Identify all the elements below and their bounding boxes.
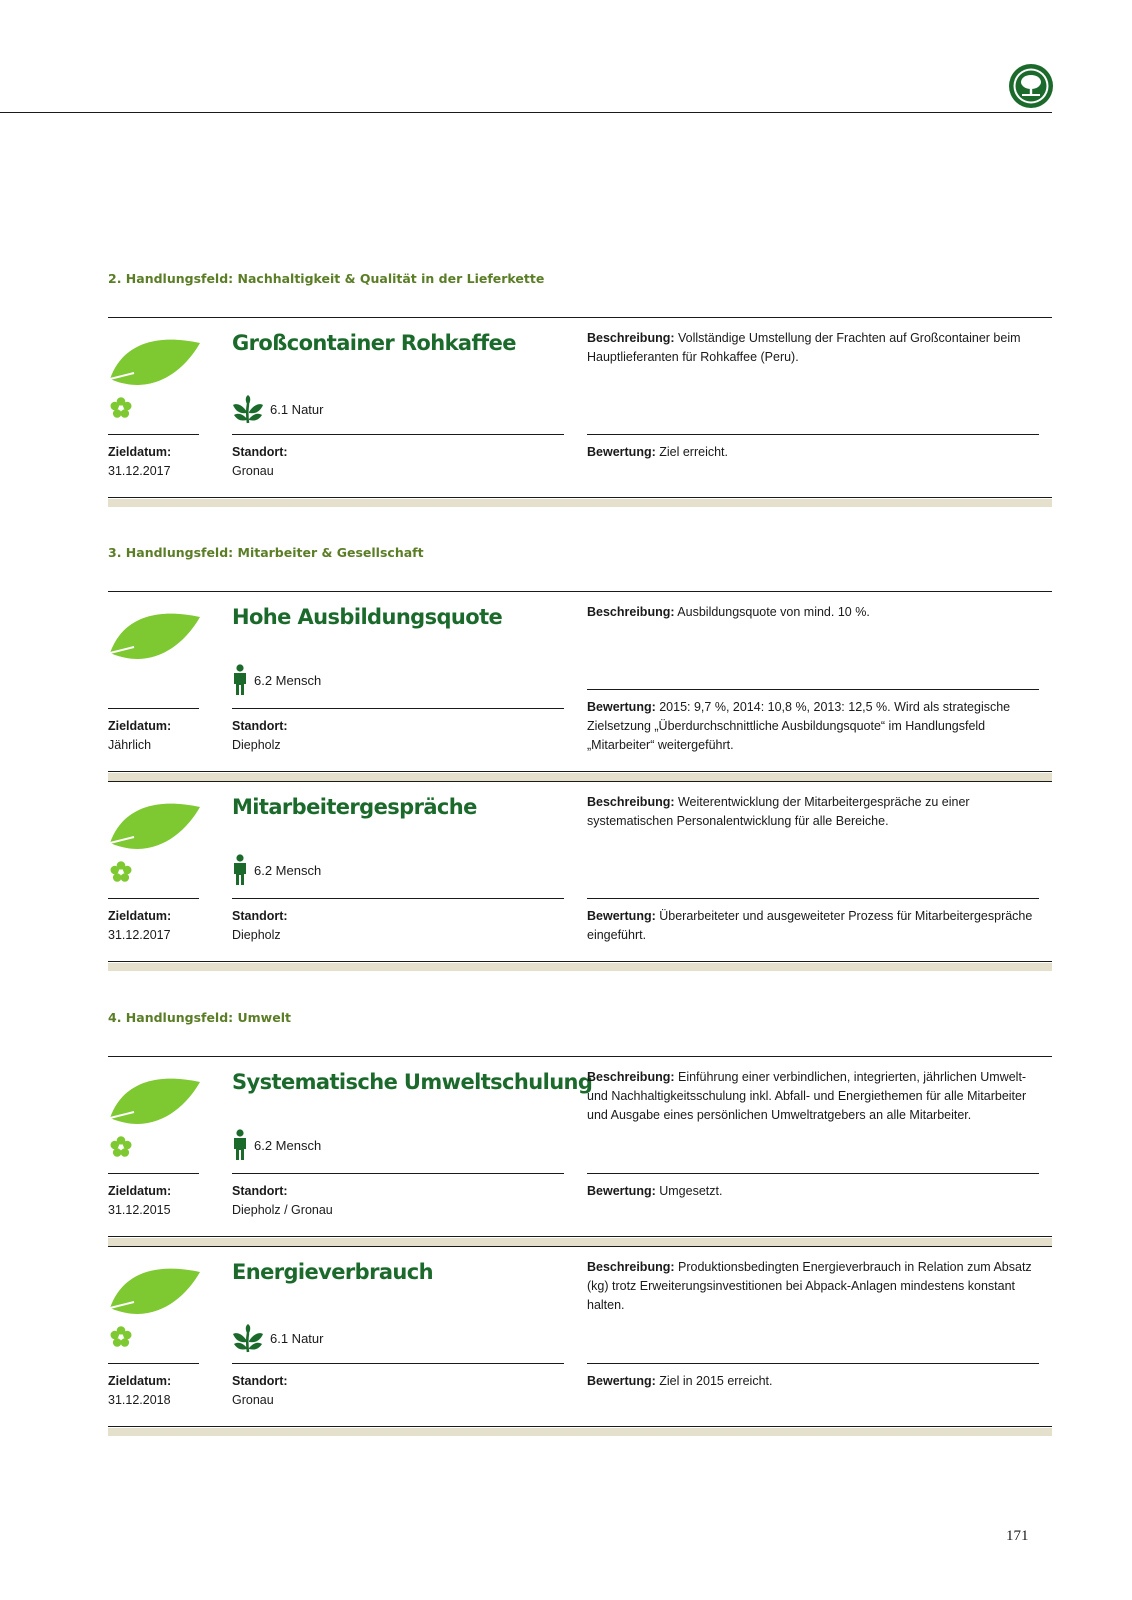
- standort-block: [232, 1372, 288, 1410]
- person-icon: [232, 1129, 248, 1161]
- leaf-icon: [108, 601, 204, 667]
- standort-label: Standort:: [232, 1374, 288, 1388]
- divider: [108, 1363, 199, 1364]
- card-rule-top: [108, 781, 1052, 782]
- goal-title: Systematische Umweltschulung: [232, 1070, 593, 1094]
- bewertung: [587, 1372, 1049, 1391]
- beschreibung-text: Ausbildungsquote von mind. 10 %.: [674, 605, 870, 619]
- divider: [587, 689, 1039, 690]
- bewertung: [587, 1182, 1049, 1201]
- goal-title: Energieverbrauch: [232, 1260, 433, 1284]
- beschreibung-text: Weiterentwicklung der Mitarbeitergespräche zu einer systematischen Personalentwicklung für alle Bereiche.: [587, 795, 970, 828]
- divider: [587, 898, 1039, 899]
- zieldatum-value: Jährlich: [108, 738, 152, 752]
- card-band: [108, 1428, 1052, 1436]
- beschreibung: [587, 793, 1049, 831]
- beschreibung-text: Einführung einer verbindlichen, integrierten, jährlichen Umwelt- und Nachhaltigkeitsschulung inkl. Abfall- und Energiethemen für alle Mitarbeiter und Ausgabe eines persönlichen Umweltratgebers an alle Mitarbeiter.: [587, 1070, 1027, 1122]
- divider: [232, 708, 564, 709]
- divider: [108, 708, 199, 709]
- bewertung-text: Überarbeiteter und ausgeweiteter Prozess für Mitarbeitergespräche eingeführt.: [587, 909, 1033, 942]
- standort-value: Gronau: [232, 464, 274, 478]
- person-icon: [232, 664, 248, 696]
- bewertung-text: 2015: 9,7 %, 2014: 10,8 %, 2013: 12,5 %. Wird als strategische Zielsetzung „Überdurchschnittliche Ausbildungsquote“ im Handlungsfeld „Mitarbeiter“ weitergeführt.: [587, 700, 1011, 752]
- beschreibung-text: Produktionsbedingten Energieverbrauch in Relation zum Absatz (kg) trotz Erweiterungsinvestitionen bei Abpack-Anlagen mindestens konstant halten.: [587, 1260, 1032, 1312]
- beschreibung: [587, 1258, 1049, 1315]
- flower-icon: [108, 1134, 134, 1160]
- card-rule-bottom: [108, 961, 1052, 962]
- lebensbaum-logo-icon: [1008, 63, 1054, 109]
- standort-value: Diepholz: [232, 928, 281, 942]
- zieldatum-label: Zieldatum:: [108, 909, 172, 923]
- divider: [232, 1173, 564, 1174]
- leaf-icon: [108, 327, 204, 393]
- plant-icon: [232, 394, 264, 424]
- beschreibung: [587, 1068, 1049, 1125]
- header-rule: [0, 112, 1052, 113]
- zieldatum-label: Zieldatum:: [108, 445, 172, 459]
- section-title: 4. Handlungsfeld: Umwelt: [108, 1010, 291, 1025]
- beschreibung: [587, 603, 1049, 622]
- card-rule-top: [108, 317, 1052, 318]
- standort-value: Diepholz: [232, 738, 281, 752]
- beschreibung-label: Beschreibung:: [587, 605, 675, 619]
- divider: [587, 434, 1039, 435]
- category: [232, 1129, 321, 1161]
- zieldatum-value: 31.12.2015: [108, 1203, 171, 1217]
- bewertung-label: Bewertung:: [587, 1184, 656, 1198]
- standort-block: [232, 1182, 333, 1220]
- zieldatum-value: 31.12.2017: [108, 928, 171, 942]
- beschreibung-label: Beschreibung:: [587, 1260, 675, 1274]
- bewertung-text: Ziel erreicht.: [655, 445, 728, 459]
- bewertung-label: Bewertung:: [587, 445, 656, 459]
- standort-block: [232, 907, 288, 945]
- category: [232, 664, 321, 696]
- zieldatum-label: Zieldatum:: [108, 1184, 172, 1198]
- bewertung-label: Bewertung:: [587, 700, 656, 714]
- bewertung: [587, 443, 1049, 462]
- category-label: 6.2 Mensch: [254, 672, 322, 688]
- card-rule-top: [108, 1246, 1052, 1247]
- beschreibung-text: Vollständige Umstellung der Frachten auf Großcontainer beim Hauptlieferanten für Rohkaffee (Peru).: [587, 331, 1021, 364]
- beschreibung-label: Beschreibung:: [587, 1070, 675, 1084]
- flower-icon: [108, 859, 134, 885]
- card-band: [108, 1238, 1052, 1246]
- bewertung-label: Bewertung:: [587, 1374, 656, 1388]
- bewertung-label: Bewertung:: [587, 909, 656, 923]
- goal-title: Mitarbeitergespräche: [232, 795, 477, 819]
- standort-label: Standort:: [232, 719, 288, 733]
- bewertung-text: Umgesetzt.: [655, 1184, 723, 1198]
- zieldatum-block: [108, 443, 171, 481]
- card-rule-top: [108, 591, 1052, 592]
- beschreibung: [587, 329, 1049, 367]
- standort-label: Standort:: [232, 1184, 288, 1198]
- divider: [232, 898, 564, 899]
- card-rule-bottom: [108, 497, 1052, 498]
- card-rule-top: [108, 1056, 1052, 1057]
- standort-label: Standort:: [232, 909, 288, 923]
- card-rule-bottom: [108, 1426, 1052, 1427]
- zieldatum-label: Zieldatum:: [108, 719, 172, 733]
- flower-icon: [108, 395, 134, 421]
- standort-value: Gronau: [232, 1393, 274, 1407]
- leaf-icon: [108, 1066, 204, 1132]
- category: [232, 394, 323, 424]
- plant-icon: [232, 1323, 264, 1353]
- zieldatum-block: [108, 1182, 171, 1220]
- category-label: 6.2 Mensch: [254, 862, 322, 878]
- beschreibung-label: Beschreibung:: [587, 795, 675, 809]
- card-band: [108, 773, 1052, 781]
- section-title: 2. Handlungsfeld: Nachhaltigkeit & Qualität in der Lieferkette: [108, 271, 545, 286]
- zieldatum-value: 31.12.2018: [108, 1393, 171, 1407]
- zieldatum-block: [108, 1372, 171, 1410]
- page-number: 171: [1006, 1528, 1029, 1544]
- standort-label: Standort:: [232, 445, 288, 459]
- person-icon: [232, 854, 248, 886]
- divider: [108, 898, 199, 899]
- divider: [108, 434, 199, 435]
- zieldatum-block: [108, 717, 171, 755]
- zieldatum-value: 31.12.2017: [108, 464, 171, 478]
- bewertung-text: Ziel in 2015 erreicht.: [655, 1374, 773, 1388]
- category: [232, 854, 321, 886]
- card-rule-bottom: [108, 1236, 1052, 1237]
- zieldatum-label: Zieldatum:: [108, 1374, 172, 1388]
- divider: [587, 1363, 1039, 1364]
- divider: [108, 1173, 199, 1174]
- category-label: 6.1 Natur: [270, 401, 324, 417]
- card-band: [108, 963, 1052, 971]
- standort-block: [232, 443, 288, 481]
- beschreibung-label: Beschreibung:: [587, 331, 675, 345]
- card-rule-bottom: [108, 771, 1052, 772]
- leaf-icon: [108, 791, 204, 857]
- bewertung: [587, 698, 1049, 755]
- goal-title: Großcontainer Rohkaffee: [232, 331, 516, 355]
- standort-block: [232, 717, 288, 755]
- card-band: [108, 499, 1052, 507]
- bewertung: [587, 907, 1049, 945]
- section-title: 3. Handlungsfeld: Mitarbeiter & Gesellschaft: [108, 545, 424, 560]
- category: [232, 1323, 323, 1353]
- category-label: 6.2 Mensch: [254, 1137, 322, 1153]
- leaf-icon: [108, 1256, 204, 1322]
- goal-title: Hohe Ausbildungsquote: [232, 605, 503, 629]
- flower-icon: [108, 1324, 134, 1350]
- divider: [232, 1363, 564, 1364]
- standort-value: Diepholz / Gronau: [232, 1203, 333, 1217]
- category-label: 6.1 Natur: [270, 1330, 324, 1346]
- divider: [232, 434, 564, 435]
- zieldatum-block: [108, 907, 171, 945]
- divider: [587, 1173, 1039, 1174]
